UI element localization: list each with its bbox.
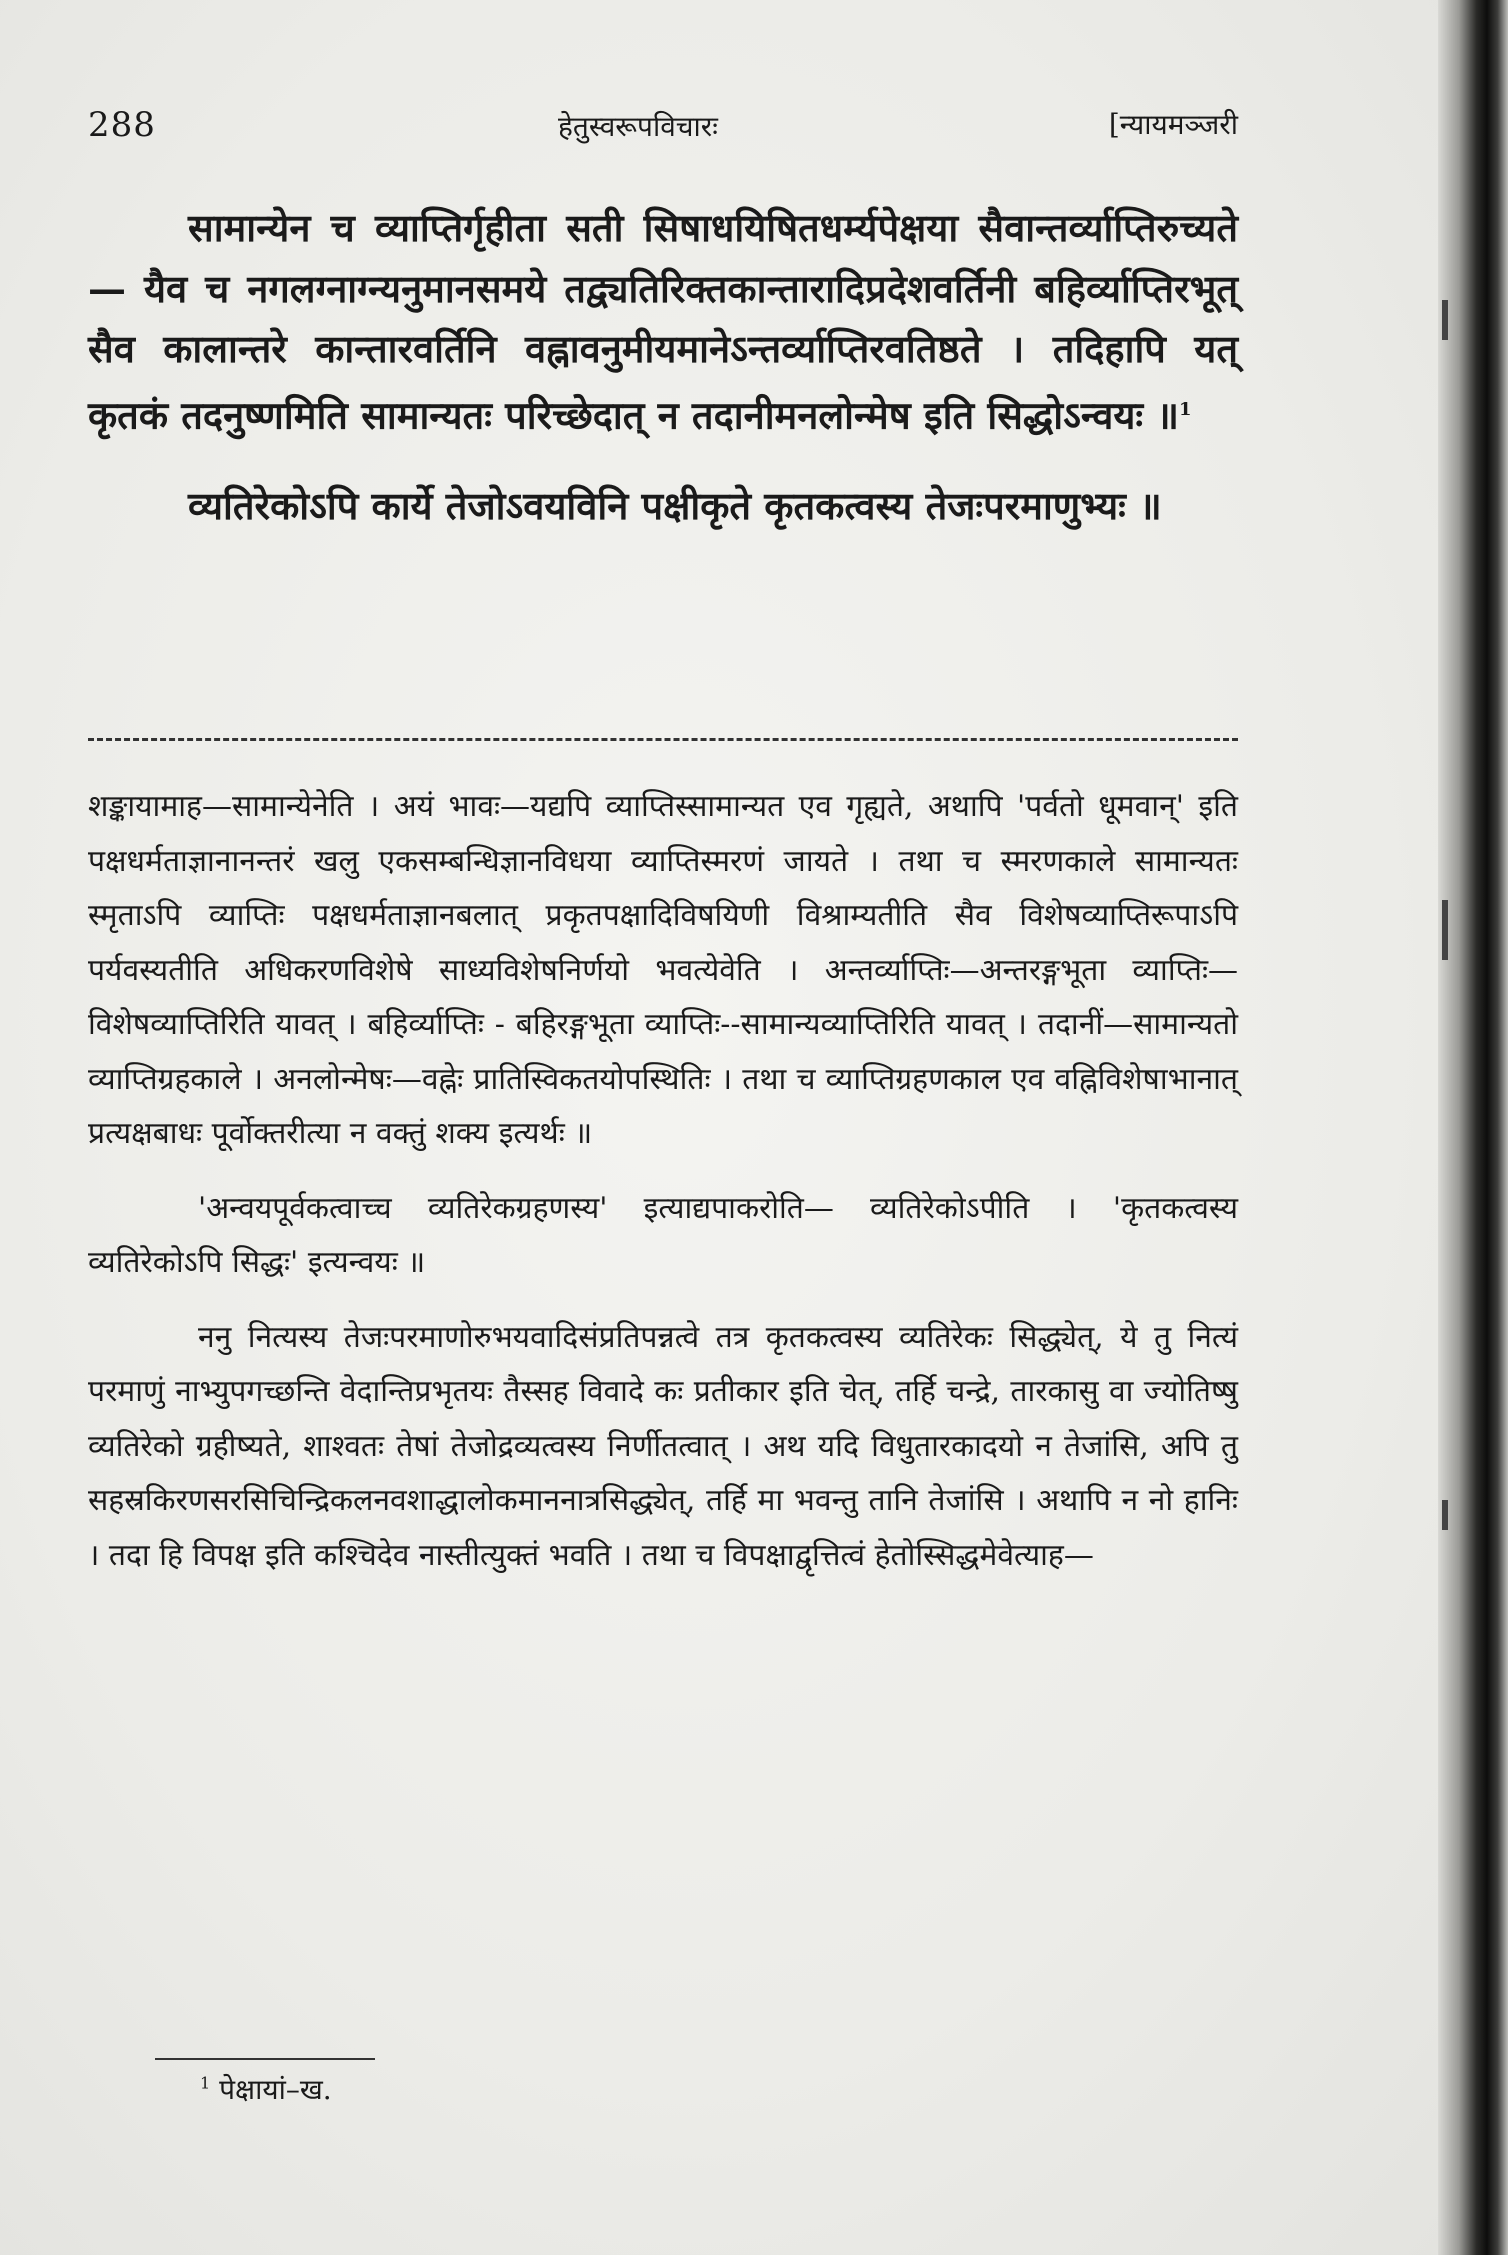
main-paragraph-1 bbox=[88, 198, 1238, 446]
commentary bbox=[88, 780, 1238, 1583]
commentary-paragraph-1: शङ्कायामाह—सामान्येनेति । अयं भावः—यद्यपि व्याप्तिस्सामान्यत एव गृह्यते, अथापि 'पर्वतो धूमवान्' इति पक्षधर्मताज्ञानानन्तरं खलु एकसम्बन्धिज्ञानविधया व्याप्तिस्मरणं जायते । तथा च स्मरणकाले सामान्यतः स्मृताऽपि व्याप्तिः पक्षधर्मताज्ञानबलात् प्रकृतपक्षादिविषयिणी विश्राम्यतीति सैव विशेषव्याप्तिरूपाऽपि पर्यवस्यतीति अधिकरणविशेषे साध्यविशेषनिर्णयो भवत्येवेति । अन्तर्व्याप्तिः—अन्तरङ्गभूता व्याप्तिः—विशेषव्याप्तिरिति यावत् । बहिर्व्याप्तिः - बहिरङ्गभूता व्याप्तिः--सामान्यव्याप्तिरिति यावत् । तदानीं—सामान्यतो व्याप्तिग्रहकाले । अनलोन्मेषः—वह्नेः प्रातिस्विकतयोपस्थितिः । तथा च व्याप्तिग्रहणकाल एव वह्निविशेषाभानात् प्रत्यक्षबाधः पूर्वोक्तरीत्या न वक्तुं शक्य इत्यर्थः ॥ bbox=[88, 789, 1238, 1151]
binding-speck bbox=[1442, 1500, 1448, 1530]
page-number: 288 bbox=[88, 105, 156, 145]
commentary-paragraph-3: ननु नित्यस्य तेजःपरमाणोरुभयवादिसंप्रतिपन्नत्वे तत्र कृतकत्वस्य व्यतिरेकः सिद्ध्येत्, ये तु नित्यं परमाणुं नाभ्युपगच्छन्ति वेदान्तिप्रभृतयः तैस्सह विवादे कः प्रतीकार इति चेत्, तर्हि चन्द्रे, तारकासु वा ज्योतिष्षु व्यतिरेको ग्रहीष्यते, शाश्वतः तेषां तेजोद्रव्यत्वस्य निर्णीतत्वात् । अथ यदि विधुतारकादयो न तेजांसि, अपि तु सहस्रकिरणसरसिचिन्द्रिकलनवशाद्धालोकमाननात्रसिद्ध्येत्, तर्हि मा भवन्तु तानि तेजांसि । अथापि न नो हानिः । तदा हि विपक्ष इति कश्चिदेव नास्तीत्युक्तं भवति । तथा च विपक्षाद्वृत्तित्वं हेतोस्सिद्धमेवेत्याह— bbox=[88, 1319, 1238, 1573]
page-header bbox=[88, 105, 1238, 165]
book-binding-edge bbox=[1438, 0, 1508, 2255]
footnote bbox=[200, 2070, 332, 2108]
footnote-divider bbox=[155, 2058, 375, 2060]
main-paragraph-2: व्यतिरेकोऽपि कार्ये तेजोऽवयविनि पक्षीकृते कृतकत्वस्य तेजःपरमाणुभ्यः ॥ bbox=[188, 482, 1162, 528]
footnote-text: पेक्षायां–ख. bbox=[219, 2073, 332, 2106]
main-paragraph-1-text: सामान्येन च व्याप्तिर्गृहीता सती सिषाधयिषितधर्म्यपेक्षया सैवान्तर्व्याप्तिरुच्यते — यैव च नगलग्नाग्न्यनुमानसमये तद्व्यतिरिक्तकान्तारादिप्रदेशवर्तिनी बहिर्व्याप्तिरभूत् सैव कालान्तरे कान्तारवर्तिनि वह्नावनुमीयमानेऽन्तर्व्याप्तिरवतिष्ठते । तदिहापि यत् कृतकं तदनुष्णमिति सामान्यतः परिच्छेदात् न तदानीमनलोन्मेष इति सिद्धोऽन्वयः ॥ bbox=[88, 205, 1238, 438]
section-divider bbox=[88, 738, 1238, 741]
footnote-number: 1 bbox=[200, 2073, 211, 2093]
running-title: हेतुस्वरूपविचारः bbox=[558, 110, 718, 143]
commentary-paragraph-2: 'अन्वयपूर्वकत्वाच्च व्यतिरेकग्रहणस्य' इत्याद्यपाकरोति— व्यतिरेकोऽपीति । 'कृतकत्वस्य व्यतिरेकोऽपि सिद्धः' इत्यन्वयः ॥ bbox=[88, 1190, 1238, 1280]
binding-speck bbox=[1442, 900, 1448, 960]
book-title: [न्यायमञ्जरी bbox=[1108, 108, 1238, 141]
binding-speck bbox=[1442, 300, 1448, 340]
main-text bbox=[88, 198, 1238, 536]
footnote-marker: 1 bbox=[1179, 398, 1192, 420]
